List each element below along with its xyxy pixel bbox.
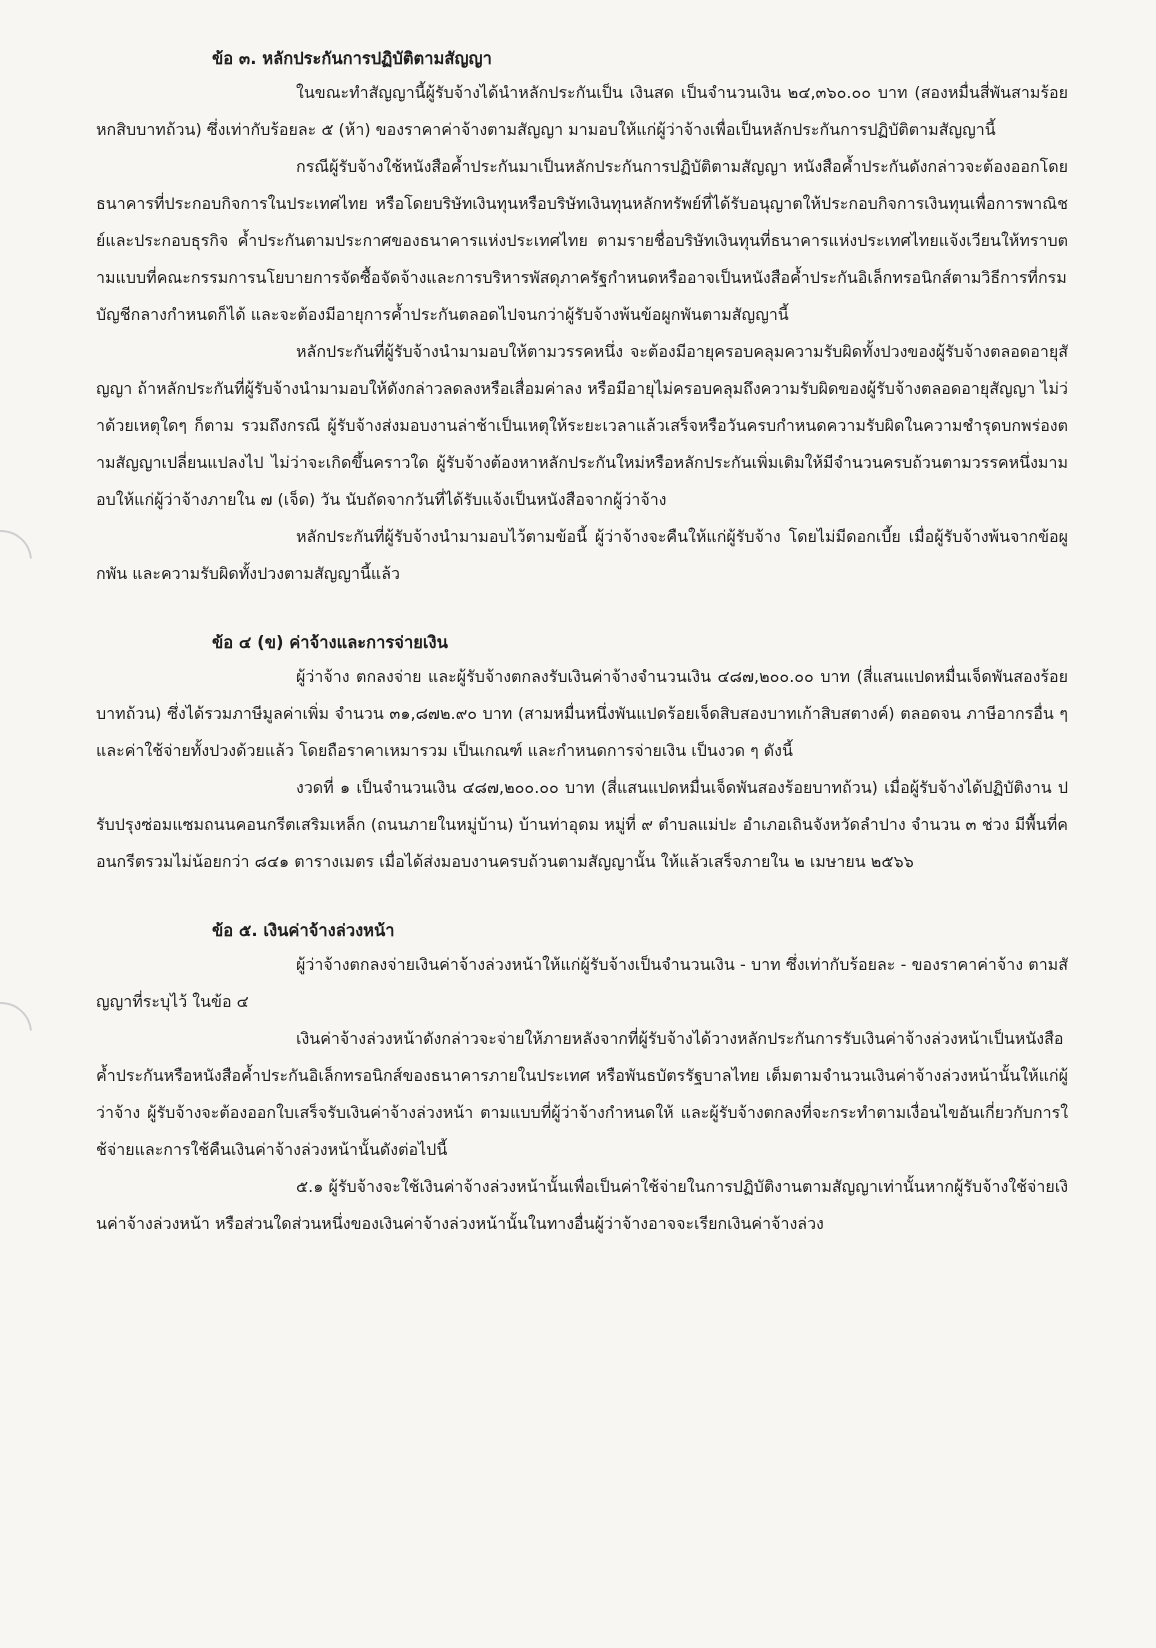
document-body (96, 44, 1068, 1242)
paragraph: ในขณะทำสัญญานี้ผู้รับจ้างได้นำหลักประกันเป็น เงินสด เป็นจำนวนเงิน ๒๔,๓๖๐.๐๐ บาท (สองหมื่นสี่พันสามร้อยหกสิบบาทถ้วน) ซึ่งเท่ากับร้อยละ ๕ (ห้า) ของราคาค่าจ้างตามสัญญา มามอบให้แก่ผู้ว่าจ้างเพื่อเป็นหลักประกันการปฏิบัติตามสัญญานี้ (96, 83, 1068, 139)
section-3 (96, 44, 1068, 592)
paragraph: งวดที่ ๑ เป็นจำนวนเงิน ๔๘๗,๒๐๐.๐๐ บาท (สี่แสนแปดหมื่นเจ็ดพันสองร้อยบาทถ้วน) เมื่อผู้รับจ้างได้ปฏิบัติงาน ปรับปรุงซ่อมแซมถนนคอนกรีตเสริมเหล็ก (ถนนภายในหมู่บ้าน) บ้านท่าอุดม หมู่ที่ ๙ ตำบลแม่ปะ อำเภอเถินจังหวัดลำปาง จำนวน ๓ ช่วง มีพื้นที่คอนกรีตรวมไม่น้อยกว่า ๘๔๑ ตารางเมตร เมื่อได้ส่งมอบงานครบถ้วนตามสัญญานั้น ให้แล้วเสร็จภายใน ๒ เมษายน ๒๕๖๖ (96, 778, 1069, 871)
paragraph: หลักประกันที่ผู้รับจ้างนำมามอบให้ตามวรรคหนึ่ง จะต้องมีอายุครอบคลุมความรับผิดทั้งปวงของผู้รับจ้างตลอดอายุสัญญา ถ้าหลักประกันที่ผู้รับจ้างนำมามอบให้ดังกล่าวลดลงหรือเสื่อมค่าลง หรือมีอายุไม่ครอบคลุมถึงความรับผิดของผู้รับจ้างตลอดอายุสัญญา ไม่ว่าด้วยเหตุใดๆ ก็ตาม รวมถึงกรณี ผู้รับจ้างส่งมอบงานล่าช้าเป็นเหตุให้ระยะเวลาแล้วเสร็จหรือวันครบกำหนดความรับผิดในความชำรุดบกพร่องตามสัญญาเปลี่ยนแปลงไป ไม่ว่าจะเกิดขึ้นคราวใด ผู้รับจ้างต้องหาหลักประกันใหม่หรือหลักประกันเพิ่มเติมให้มีจำนวนครบถ้วนตามวรรคหนึ่งมามอบให้แก่ผู้ว่าจ้างภายใน ๗ (เจ็ด) วัน นับถัดจากวันที่ได้รับแจ้งเป็นหนังสือจากผู้ว่าจ้าง (96, 342, 1068, 509)
paragraph: กรณีผู้รับจ้างใช้หนังสือค้ำประกันมาเป็นหลักประกันการปฏิบัติตามสัญญา หนังสือค้ำประกันดังกล่าวจะต้องออกโดยธนาคารที่ประกอบกิจการในประเทศไทย หรือโดยบริษัทเงินทุนหรือบริษัทเงินทุนหลักทรัพย์ที่ได้รับอนุญาตให้ประกอบกิจการเงินทุนเพื่อการพาณิชย์และประกอบธุรกิจ ค้ำประกันตามประกาศของธนาคารแห่งประเทศไทย ตามรายชื่อบริษัทเงินทุนที่ธนาคารแห่งประเทศไทยแจ้งเวียนให้ทราบตามแบบที่คณะกรรมการนโยบายการจัดซื้อจัดจ้างและการบริหารพัสดุภาครัฐกำหนดหรืออาจเป็นหนังสือค้ำประกันอิเล็กทรอนิกส์ตามวิธีการที่กรมบัญชีกลางกำหนดก็ได้ และจะต้องมีอายุการค้ำประกันตลอดไปจนกว่าผู้รับจ้างพ้นข้อผูกพันตามสัญญานี้ (96, 157, 1068, 324)
section-heading: ข้อ ๓. หลักประกันการปฏิบัติตามสัญญา (212, 49, 492, 68)
paragraph: เงินค่าจ้างล่วงหน้าดังกล่าวจะจ่ายให้ภายหลังจากที่ผู้รับจ้างได้วางหลักประกันการรับเงินค่าจ้างล่วงหน้าเป็นหนังสือค้ำประกันหรือหนังสือค้ำประกันอิเล็กทรอนิกส์ของธนาคารภายในประเทศ หรือพันธบัตรรัฐบาลไทย เต็มตามจำนวนเงินค่าจ้างล่วงหน้านั้นให้แก่ผู้ว่าจ้าง ผู้รับจ้างจะต้องออกใบเสร็จรับเงินค่าจ้างล่วงหน้า ตามแบบที่ผู้ว่าจ้างกำหนดให้ และผู้รับจ้างตกลงที่จะกระทำตามเงื่อนไขอันเกี่ยวกับการใช้จ่ายและการใช้คืนเงินค่าจ้างล่วงหน้านั้นดังต่อไปนี้ (96, 1029, 1068, 1159)
paragraph: ๕.๑ ผู้รับจ้างจะใช้เงินค่าจ้างล่วงหน้านั้นเพื่อเป็นค่าใช้จ่ายในการปฏิบัติงานตามสัญญาเท่านั้นหากผู้รับจ้างใช้จ่ายเงินค่าจ้างล่วงหน้า หรือส่วนใดส่วนหนึ่งของเงินค่าจ้างล่วงหน้านั้นในทางอื่นผู้ว่าจ้างอาจจะเรียกเงินค่าจ้างล่วง (96, 1177, 1068, 1233)
section-heading: ข้อ ๕. เงินค่าจ้างล่วงหน้า (212, 921, 395, 940)
paragraph: หลักประกันที่ผู้รับจ้างนำมามอบไว้ตามข้อนี้ ผู้ว่าจ้างจะคืนให้แก่ผู้รับจ้าง โดยไม่มีดอกเบี้ย เมื่อผู้รับจ้างพ้นจากข้อผูกพัน และความรับผิดทั้งปวงตามสัญญานี้แล้ว (96, 527, 1068, 583)
punch-hole-mark (0, 517, 45, 604)
section-4 (96, 628, 1068, 880)
paragraph: ผู้ว่าจ้างตกลงจ่ายเงินค่าจ้างล่วงหน้าให้แก่ผู้รับจ้างเป็นจำนวนเงิน - บาท ซึ่งเท่ากับร้อยละ - ของราคาค่าจ้าง ตามสัญญาที่ระบุไว้ ในข้อ ๔ (96, 955, 1068, 1011)
section-heading: ข้อ ๔ (ข) ค่าจ้างและการจ่ายเงิน (212, 633, 448, 652)
section-5 (96, 916, 1068, 1242)
paragraph: ผู้ว่าจ้าง ตกลงจ่าย และผู้รับจ้างตกลงรับเงินค่าจ้างจำนวนเงิน ๔๘๗,๒๐๐.๐๐ บาท (สี่แสนแปดหมื่นเจ็ดพันสองร้อยบาทถ้วน) ซึ่งได้รวมภาษีมูลค่าเพิ่ม จำนวน ๓๑,๘๗๒.๙๐ บาท (สามหมื่นหนึ่งพันแปดร้อยเจ็ดสิบสองบาทเก้าสิบสตางค์) ตลอดจน ภาษีอากรอื่น ๆ และค่าใช้จ่ายทั้งปวงด้วยแล้ว โดยถือราคาเหมารวม เป็นเกณฑ์ และกำหนดการจ่ายเงิน เป็นงวด ๆ ดังนี้ (96, 667, 1068, 760)
punch-hole-mark (0, 989, 45, 1076)
